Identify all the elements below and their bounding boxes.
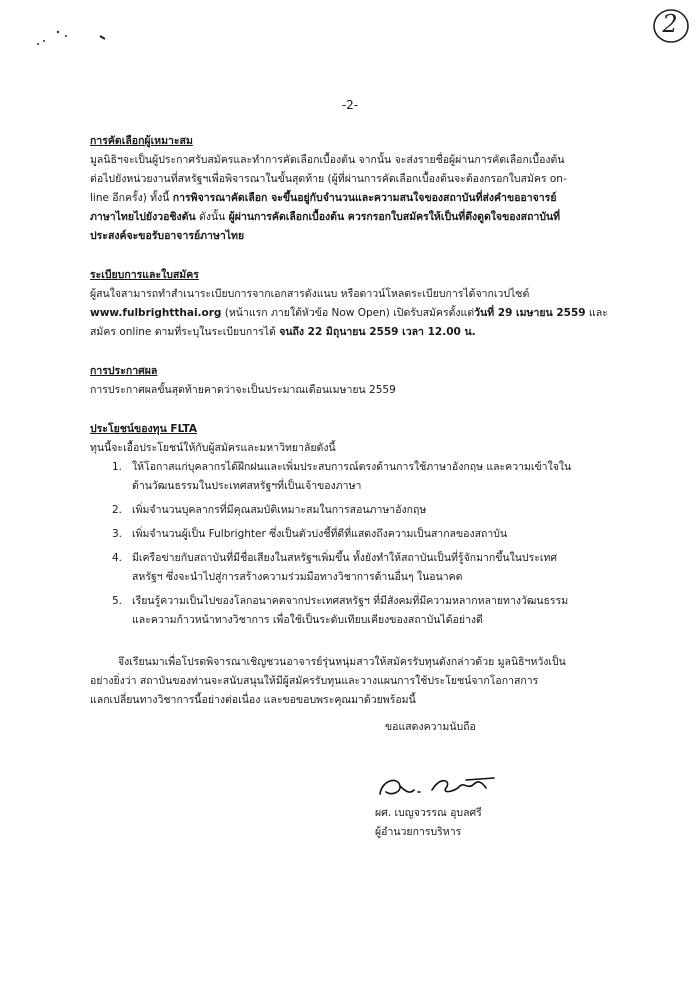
selection-paragraph xyxy=(90,151,660,246)
list-item-number: 3. xyxy=(112,528,123,540)
list-item-number: 2. xyxy=(112,504,123,516)
deadline: จนถึง 22 มิถุนายน 2559 เวลา 12.00 น. xyxy=(279,326,476,338)
rules-paragraph xyxy=(90,285,660,342)
list-item-number: 1. xyxy=(112,461,123,473)
closing-line-3: แลกเปลี่ยนทางวิชาการนี้อย่างต่อเนื่อง และขอขอบพระคุณมาด้วยพร้อมนี้ xyxy=(90,694,416,706)
list-item xyxy=(90,549,660,587)
signer-block xyxy=(375,804,482,842)
benefits-title: ประโยชน์ของทุน FLTA xyxy=(90,423,198,435)
list-item-line-1: เพิ่มจำนวนบุคลากรที่มีคุณสมบัติเหมาะสมในการสอนภาษาอังกฤษ xyxy=(132,504,427,516)
list-item-number: 4. xyxy=(112,552,123,564)
list-item xyxy=(90,501,660,520)
announcement-title: การประกาศผล xyxy=(90,365,158,377)
rules-line-3-start: สมัคร online ตามที่ระบุในระเบียบการได้ xyxy=(90,326,280,338)
selection-line-4 xyxy=(90,208,660,227)
list-item xyxy=(90,458,660,496)
letter-body xyxy=(90,132,660,710)
selection-line-4-start: ภาษาไทยไปยังวอชิงตัน xyxy=(90,211,196,223)
selection-title: การคัดเลือกผู้เหมาะสม xyxy=(90,135,193,147)
benefits-list xyxy=(90,458,660,630)
rules-line-2-end: และ xyxy=(585,307,608,319)
rules-line-3 xyxy=(90,323,660,342)
list-item xyxy=(90,592,660,630)
rules-line-2 xyxy=(90,304,660,323)
rules-line-1: ผู้สนใจสามารถทำสำเนาระเบียบการจากเอกสารดังแนบ หรือดาวน์โหลดระเบียบการได้จากเวปไซต์ xyxy=(90,288,530,300)
selection-line-1: มูลนิธิฯจะเป็นผู้ประกาศรับสมัครและทำการคัดเลือกเบื้องต้น จากนั้น จะส่งรายชื่อผู้ผ่านการคัดเลือกเบื้องต้น xyxy=(90,154,565,166)
list-item xyxy=(90,525,660,544)
selection-line-3 xyxy=(90,189,660,208)
signer-title: ผู้อำนวยการบริหาร xyxy=(375,826,462,838)
scan-specks xyxy=(30,26,110,50)
rules-title: ระเบียบการและใบสมัคร xyxy=(90,269,199,281)
selection-line-5: ประสงค์จะขอรับอาจารย์ภาษาไทย xyxy=(90,230,245,242)
selection-line-3-start: line อีกครั้ง) ทั้งนี้ xyxy=(90,192,173,204)
selection-bold-2: ผู้ผ่านการคัดเลือกเบื้องต้น ควรกรอกใบสมัครให้เป็นที่ดึงดูดใจของสถาบันที่ xyxy=(228,211,561,223)
closing-salutation: ขอแสดงความนับถือ xyxy=(385,721,476,733)
closing-line-2: อย่างยิ่งว่า สถาบันของท่านจะสนับสนุนให้มีผู้สมัครรับทุนและวางแผนการใช้ประโยชน์จากโอกาสการ xyxy=(90,675,539,687)
benefits-intro: ทุนนี้จะเอื้อประโยชน์ให้กับผู้สมัครและมหาวิทยาลัยดังนี้ xyxy=(90,442,336,454)
selection-line-2: ต่อไปยังหน่วยงานที่สหรัฐฯเพื่อพิจารณาในขั้นสุดท้าย (ผู้ที่ผ่านการคัดเลือกเบื้องต้นจะต้องกรอกใบสมัคร on- xyxy=(90,173,567,185)
list-item-line-2: ด้านวัฒนธรรมในประเทศสหรัฐฯที่เป็นเจ้าของภาษา xyxy=(132,480,362,492)
list-item-line-2: และความก้าวหน้าทางวิชาการ เพื่อใช้เป็นระดับเทียบเคียงของสถาบันได้อย่างดี xyxy=(132,614,483,626)
selection-bold-1: การพิจารณาคัดเลือก จะขึ้นอยู่กับจำนวนและความสนใจของสถาบันที่ส่งคำขออาจารย์ xyxy=(172,192,557,204)
closing-paragraph-cont xyxy=(90,672,660,710)
website-link[interactable]: www.fulbrightthai.org xyxy=(90,307,222,319)
selection-mid-1: ดังนั้น xyxy=(195,211,229,223)
list-item-line-1: เรียนรู้ความเป็นไปของโลกอนาคตจากประเทศสหรัฐฯ ที่มีสังคมที่มีความหลากหลายทางวัฒนธรรม xyxy=(132,595,569,607)
list-item-line-2: สหรัฐฯ ซึ่งจะนำไปสู่การสร้างความร่วมมือทางวิชาการด้านอื่นๆ ในอนาคต xyxy=(132,571,463,583)
list-item-line-1: เพิ่มจำนวนผู้เป็น Fulbrighter ซึ่งเป็นตัวบ่งชี้ที่ดีที่แสดงถึงความเป็นสากลของสถาบัน xyxy=(132,528,508,540)
corner-mark-text: 2 xyxy=(662,10,678,38)
announcement-text: การประกาศผลขั้นสุดท้ายคาดว่าจะเป็นประมาณเดือนเมษายน 2559 xyxy=(90,384,396,396)
open-date: วันที่ 29 เมษายน 2559 xyxy=(474,307,586,319)
signature-image xyxy=(370,766,520,806)
rules-line-2-mid: (หน้าแรก ภายใต้หัวข้อ Now Open) เปิดรับสมัครตั้งแต่ xyxy=(221,307,475,319)
list-item-line-1: ให้โอกาสแก่บุคลากรได้ฝึกฝนและเพิ่มประสบการณ์ตรงด้านการใช้ภาษาอังกฤษ และความเข้าใจใน xyxy=(132,461,572,473)
list-item-line-1: มีเครือข่ายกับสถาบันที่มีชื่อเสียงในสหรัฐฯเพิ่มขึ้น ทั้งยังทำให้สถาบันเป็นที่รู้จักมากขึ้นในประเทศ xyxy=(132,552,558,564)
signer-name: ผศ. เบญจวรรณ อุบลศรี xyxy=(375,807,482,819)
handwritten-page-mark xyxy=(652,6,692,46)
closing-paragraph xyxy=(90,653,660,672)
closing-line-1: จึงเรียนมาเพื่อโปรดพิจารณาเชิญชวนอาจารย์รุ่นหนุ่มสาวให้สมัครรับทุนดังกล่าวด้วย มูลนิธิฯหวังเป็น xyxy=(118,656,566,668)
page-number: -2- xyxy=(341,98,359,112)
list-item-number: 5. xyxy=(112,595,123,607)
